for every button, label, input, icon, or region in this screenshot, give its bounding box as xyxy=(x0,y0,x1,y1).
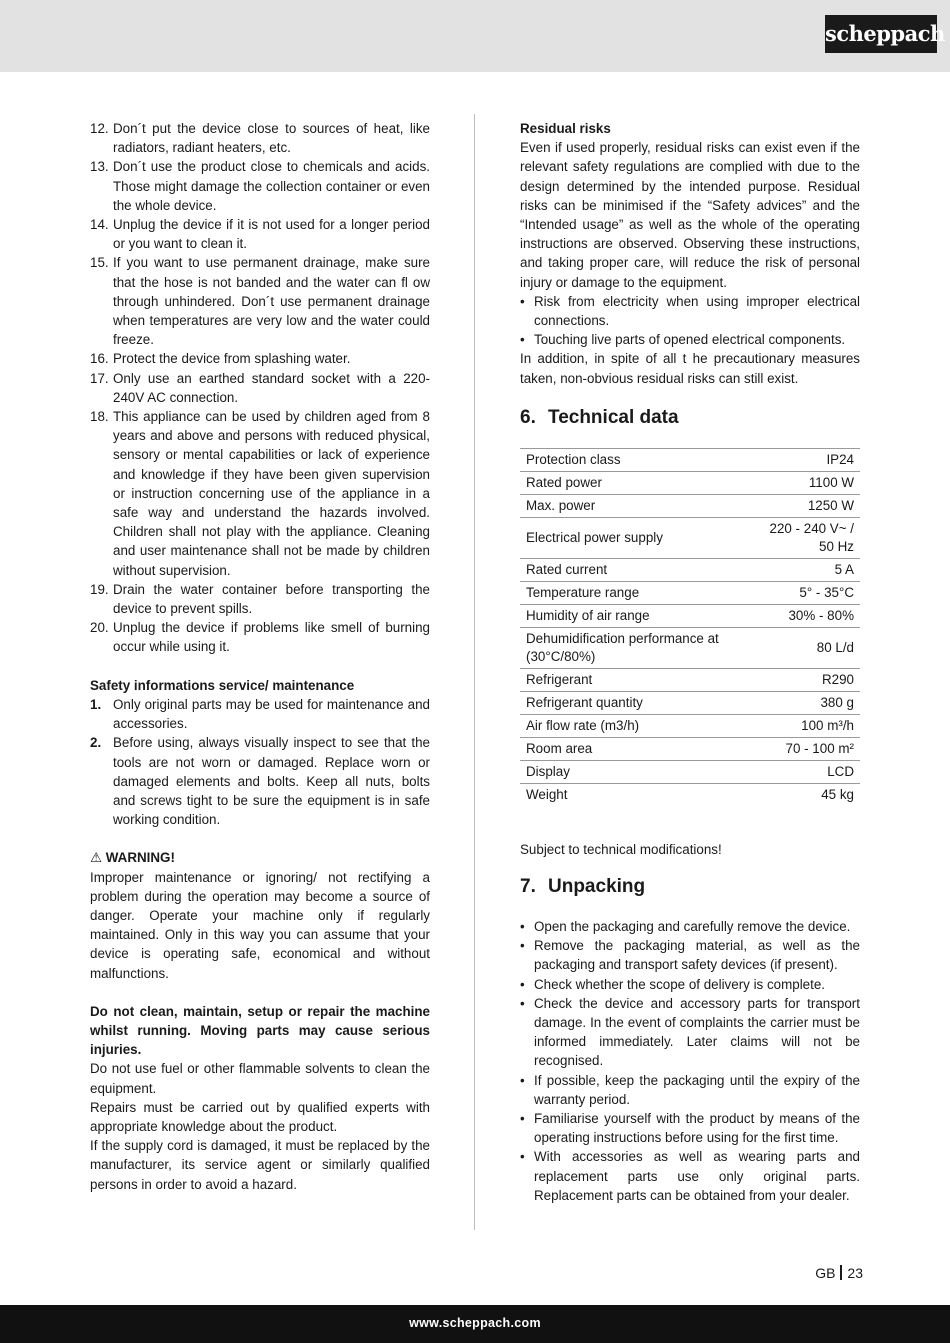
table-row xyxy=(520,448,860,471)
bullet-item xyxy=(520,330,860,349)
list-text: Don´t use the product close to chemicals and acids. Those might damage the collection container or even the whole device. xyxy=(113,159,430,213)
warning-heading xyxy=(90,848,430,867)
table-row xyxy=(520,471,860,494)
spec-value: 45 kg xyxy=(750,783,860,806)
table-row xyxy=(520,494,860,517)
warning-triangle-icon: ⚠ xyxy=(90,850,103,866)
page-index: 23 xyxy=(847,1265,863,1281)
bullet-text: Check the device and accessory parts for transport damage. In the event of complaints the carrier must be informed immediately. Later claims will not be recognised. xyxy=(534,995,860,1069)
header-band xyxy=(0,0,950,72)
table-row xyxy=(520,517,860,558)
tech-section-number: 6. xyxy=(520,406,536,428)
list-text: Unplug the device if it is not used for a longer period or you want to clean it. xyxy=(113,217,430,252)
spec-label: Dehumidification performance at (30°C/80%) xyxy=(520,627,750,668)
spec-label: Electrical power supply xyxy=(520,517,750,558)
spec-value: IP24 xyxy=(750,448,860,471)
list-text: Protect the device from splashing water. xyxy=(113,351,351,367)
list-item xyxy=(90,733,430,829)
spec-label: Room area xyxy=(520,737,750,760)
spec-label: Refrigerant quantity xyxy=(520,691,750,714)
list-text: Drain the water container before transporting the device to prevent spills. xyxy=(113,581,430,617)
table-row xyxy=(520,714,860,737)
page-number xyxy=(808,1264,863,1282)
spec-label: Rated current xyxy=(520,558,750,581)
spec-label: Max. power xyxy=(520,494,750,517)
spec-label: Air flow rate (m3/h) xyxy=(520,714,750,737)
bullet-text: With accessories as well as wearing parts and replacement parts use only original parts. Replacement parts can be obtained from your dealer. xyxy=(534,1149,860,1203)
spec-value: LCD xyxy=(750,760,860,783)
bullet-text: Touching live parts of opened electrical components. xyxy=(534,332,846,348)
tech-section-title xyxy=(520,406,860,430)
supply-cord-paragraph: If the supply cord is damaged, it must be replaced by the manufacturer, its service agent or similarly qualified persons in order to avoid a hazard. xyxy=(90,1138,430,1192)
brand-logo: scheppach xyxy=(825,15,937,53)
language-code: GB xyxy=(815,1265,836,1281)
bullet-text: Remove the packaging material, as well as the packaging and transport safety devices (if present). xyxy=(534,938,860,973)
list-item xyxy=(90,215,430,253)
bullet-icon: • xyxy=(520,1111,525,1127)
list-number: 18. xyxy=(90,409,109,425)
bullet-item xyxy=(520,292,860,330)
list-item xyxy=(90,119,430,157)
list-item xyxy=(90,157,430,215)
danger-bold-paragraph: Do not clean, maintain, setup or repair the machine whilst running. Moving parts may cause serious injuries. xyxy=(90,1003,430,1058)
bullet-icon: • xyxy=(520,332,525,348)
spec-value: 80 L/d xyxy=(750,627,860,668)
bullet-icon: • xyxy=(520,995,525,1011)
tech-note: Subject to technical modifications! xyxy=(520,841,722,857)
table-row xyxy=(520,604,860,627)
bullet-item xyxy=(520,936,860,974)
list-item xyxy=(90,349,430,368)
table-row xyxy=(520,627,860,668)
spec-value: 5 A xyxy=(750,558,860,581)
bullet-item xyxy=(520,1147,860,1205)
column-divider xyxy=(474,114,475,1230)
list-text: Don´t put the device close to sources of heat, like radiators, radiant heaters, etc. xyxy=(113,121,430,156)
list-item xyxy=(90,253,430,349)
list-item xyxy=(90,407,430,580)
list-number: 12. xyxy=(90,121,109,136)
bullet-item xyxy=(520,1071,860,1109)
bullet-icon: • xyxy=(520,293,525,309)
bullet-text: Check whether the scope of delivery is complete. xyxy=(534,976,826,992)
unpack-section-title xyxy=(520,875,860,899)
right-column xyxy=(520,119,860,1205)
list-number: 16. xyxy=(90,351,109,367)
spec-label: Rated power xyxy=(520,471,750,494)
page-separator xyxy=(840,1265,842,1280)
service-heading: Safety informations service/ maintenance xyxy=(90,677,355,693)
spec-value: 1100 W xyxy=(750,471,860,494)
spec-value: R290 xyxy=(750,668,860,691)
list-number: 20. xyxy=(90,620,109,636)
residual-bullet-list xyxy=(520,292,860,350)
fuel-paragraph: Do not use fuel or other flammable solvents to clean the equipment. xyxy=(90,1061,430,1096)
list-text: If you want to use permanent drainage, make sure that the hose is not banded and the water can fl ow through unhindered. Don´t use permanent drainage when temperatures are very low and the water could freeze. xyxy=(113,255,430,348)
bullet-text: If possible, keep the packaging until the expiry of the warranty period. xyxy=(534,1072,860,1107)
bullet-item xyxy=(520,975,860,994)
bullet-text: Familiarise yourself with the product by means of the operating instructions before using for the first time. xyxy=(534,1111,860,1146)
bullet-item xyxy=(520,1109,860,1147)
list-item xyxy=(90,695,430,733)
spec-label: Humidity of air range xyxy=(520,604,750,627)
table-row xyxy=(520,691,860,714)
bullet-icon: • xyxy=(520,938,525,954)
list-number: 19. xyxy=(90,581,109,597)
list-item xyxy=(90,618,430,656)
bullet-icon: • xyxy=(520,1072,525,1088)
bullet-icon: • xyxy=(520,1149,525,1165)
list-item xyxy=(90,369,430,407)
spec-label: Weight xyxy=(520,783,750,806)
spec-value: 220 - 240 V~ / 50 Hz xyxy=(750,517,860,558)
list-text: Before using, always visually inspect to see that the tools are not worn or damaged. Replace worn or damaged elements and bolts. Keep all nuts, bolts and screws tight to be sure the equipment is in safe working condition. xyxy=(113,735,430,828)
spec-value: 100 m³/h xyxy=(750,714,860,737)
list-number: 1. xyxy=(90,696,102,712)
table-row xyxy=(520,760,860,783)
list-number: 17. xyxy=(90,370,109,386)
warning-text: Improper maintenance or ignoring/ not rectifying a problem during the operation may become a source of danger. Operate your machine only if regularly maintained. Only in this way you can assume that your device is operating safe, economical and without malfunctions. xyxy=(90,869,430,981)
spec-label: Temperature range xyxy=(520,581,750,604)
spec-value: 30% - 80% xyxy=(750,604,860,627)
residual-heading: Residual risks xyxy=(520,121,611,136)
bullet-icon: • xyxy=(520,919,525,935)
spec-value: 70 - 100 m² xyxy=(750,737,860,760)
list-number: 14. xyxy=(90,217,109,233)
safety-list xyxy=(90,119,430,657)
warning-label: WARNING! xyxy=(105,850,175,866)
list-text: Unplug the device if problems like smell of burning occur while using it. xyxy=(113,620,430,655)
spec-label: Refrigerant xyxy=(520,668,750,691)
unpack-section-label: Unpacking xyxy=(548,876,646,898)
spec-value: 5° - 35°C xyxy=(750,581,860,604)
list-text: This appliance can be used by children aged from 8 years and above and persons with reduced physical, sensory or mental capabilities or lack of experience and knowledge if they have been given supervision or instruction concerning use of the appliance in a safe way and understand the hazards involved. Children shall not play with the appliance. Cleaning and user maintenance shall not be made by children without supervision. xyxy=(113,409,430,578)
website-url: www.scheppach.com xyxy=(409,1316,541,1330)
list-number: 15. xyxy=(90,255,109,271)
list-item xyxy=(90,580,430,618)
tech-section-label: Technical data xyxy=(548,406,679,428)
bullet-icon: • xyxy=(520,976,525,992)
table-row xyxy=(520,581,860,604)
list-number: 2. xyxy=(90,735,102,751)
table-row xyxy=(520,668,860,691)
residual-text: Even if used properly, residual risks can exist even if the relevant safety regulations are complied with due to the design determined by the intended purpose. Residual risks can be minimised if the “Safety advices” and the “Intended usage” as well as the whole of the operating instructions are observed. Observing these instructions, and taking proper care, will reduce the risk of personal injury or damage to the equipment. xyxy=(520,140,860,290)
bullet-text: Open the packaging and carefully remove the device. xyxy=(534,919,851,935)
table-row xyxy=(520,558,860,581)
bullet-text: Risk from electricity when using improper electrical connections. xyxy=(534,293,860,329)
residual-end-text: In addition, in spite of all t he precautionary measures taken, non-obvious residual risks can still exist. xyxy=(520,351,860,386)
spec-label: Display xyxy=(520,760,750,783)
bullet-item xyxy=(520,994,860,1071)
repairs-paragraph: Repairs must be carried out by qualified experts with appropriate knowledge about the product. xyxy=(90,1099,430,1134)
bullet-item xyxy=(520,917,860,936)
service-list xyxy=(90,695,430,829)
table-row xyxy=(520,737,860,760)
list-number: 13. xyxy=(90,159,109,175)
footer-bar xyxy=(0,1305,950,1343)
left-column xyxy=(90,119,430,1194)
technical-data-table xyxy=(520,448,860,806)
spec-value: 380 g xyxy=(750,691,860,714)
list-text: Only original parts may be used for maintenance and accessories. xyxy=(113,696,430,732)
table-row xyxy=(520,783,860,806)
list-text: Only use an earthed standard socket with a 220-240V AC connection. xyxy=(113,370,430,405)
unpack-section-number: 7. xyxy=(520,876,536,898)
unpack-bullet-list xyxy=(520,917,860,1205)
spec-value: 1250 W xyxy=(750,494,860,517)
spec-label: Protection class xyxy=(520,448,750,471)
